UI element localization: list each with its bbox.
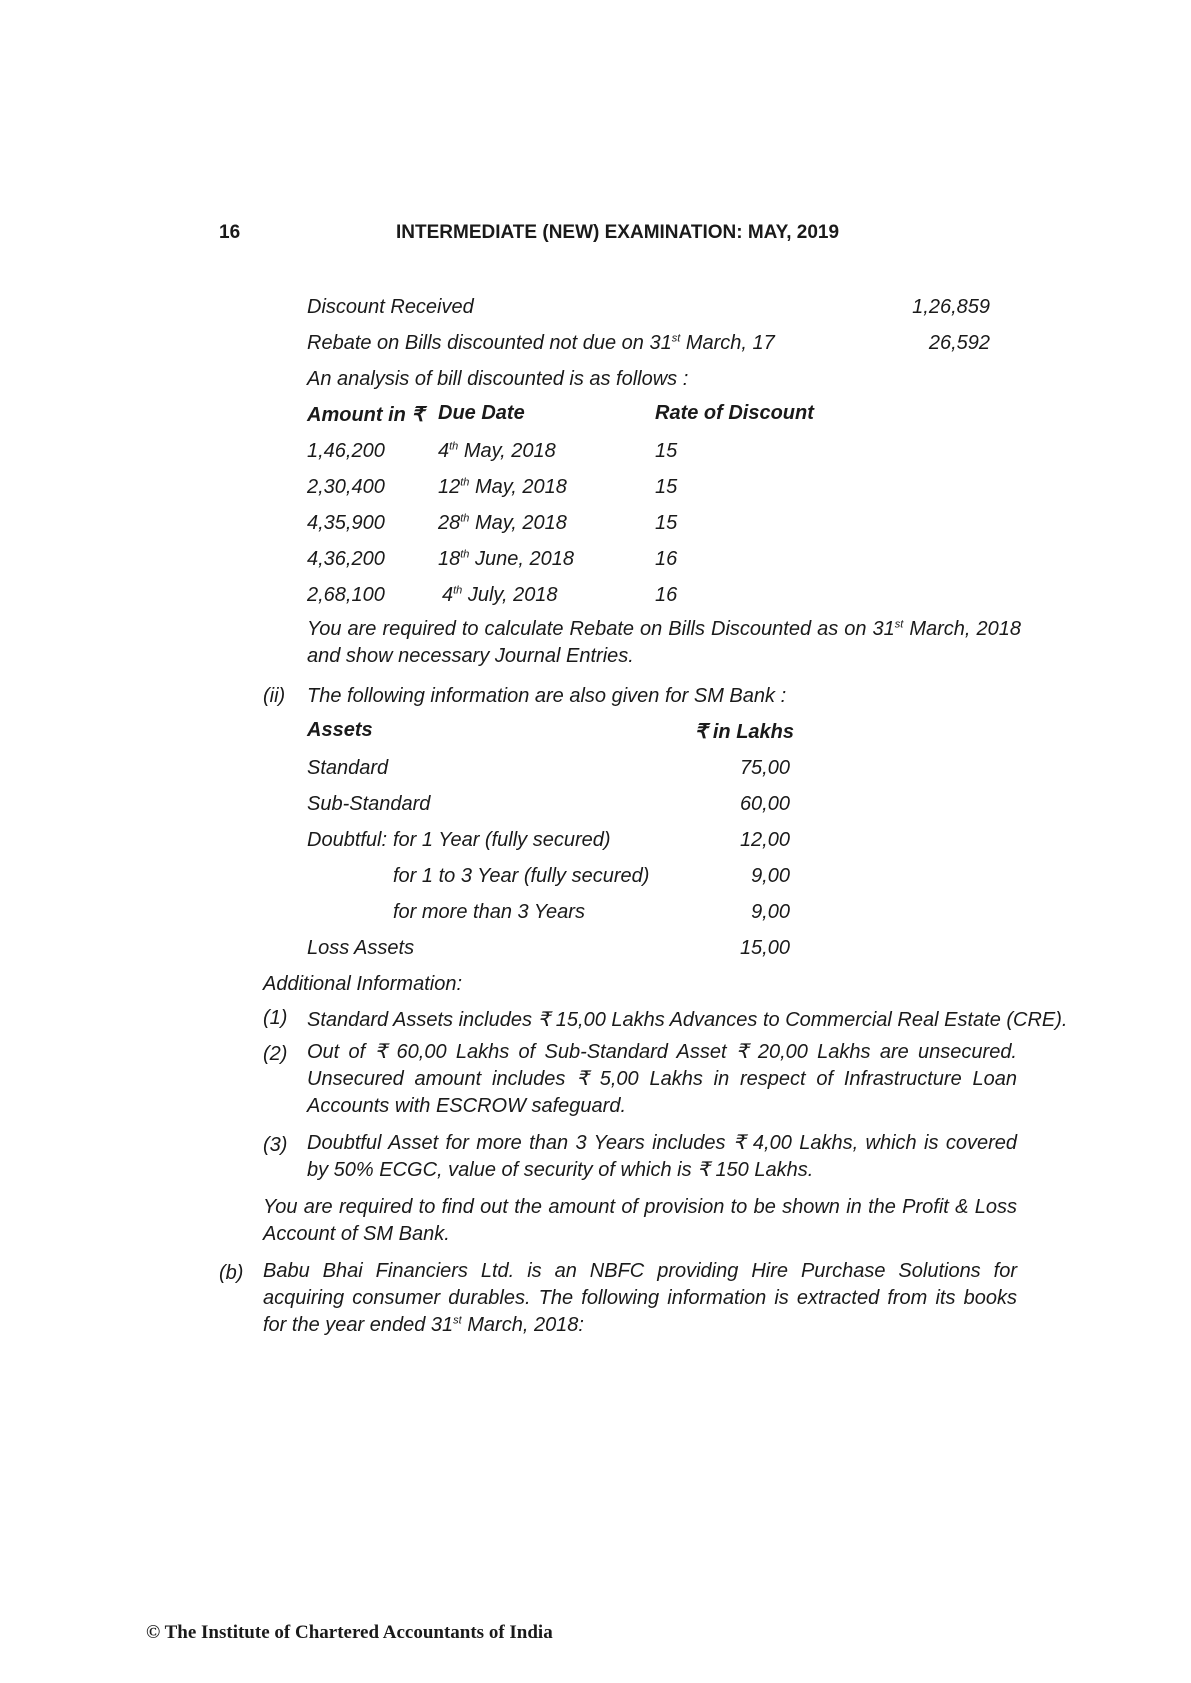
bill-rate: 15: [655, 440, 678, 462]
page-number: 16: [219, 222, 241, 243]
column-header-due-date: Due Date: [438, 402, 525, 424]
copyright-footer: © The Institute of Chartered Accountants of India: [146, 1622, 553, 1643]
bill-rate: 15: [655, 476, 678, 498]
asset-value: 75,00: [739, 757, 790, 779]
bill-due-date: 4th May, 2018: [438, 440, 556, 462]
discount-received-label: Discount Received: [307, 296, 474, 318]
column-header-rate: Rate of Discount: [655, 402, 814, 424]
asset-name: Standard: [307, 757, 389, 779]
bill-amount: 4,36,200: [307, 548, 385, 570]
note-text: Doubtful Asset for more than 3 Years includes ₹ 4,00 Lakhs, which is covered by 50% ECGC, value of security of which is ₹ 150 Lakhs.: [307, 1132, 1017, 1181]
part-ii-requirement: You are required to find out the amount of provision to be shown in the Profit & Loss Account of SM Bank.: [263, 1196, 1017, 1245]
part-ii-label: (ii): [263, 685, 286, 707]
column-header-amount: Amount in ₹: [307, 404, 425, 426]
lakhs-column-header: ₹ in Lakhs: [694, 721, 794, 743]
asset-sub-category: for more than 3 Years: [393, 901, 585, 923]
page-title: INTERMEDIATE (NEW) EXAMINATION: MAY, 2019: [396, 222, 840, 243]
bill-amount: 2,68,100: [307, 584, 385, 606]
part-i-requirement: You are required to calculate Rebate on Bills Discounted as on 31st March, 2018 and show necessary Journal Entries.: [307, 618, 1021, 667]
part-ii-intro: The following information are also given for SM Bank :: [307, 685, 787, 707]
bill-amount: 4,35,900: [307, 512, 385, 534]
asset-name: Loss Assets: [307, 937, 415, 959]
bill-amount: 2,30,400: [307, 476, 385, 498]
bill-due-date: 12th May, 2018: [438, 476, 567, 498]
bill-rate: 16: [655, 548, 678, 570]
bill-rate: 15: [655, 512, 678, 534]
bill-due-date: 28th May, 2018: [438, 512, 567, 534]
part-b-label: (b): [219, 1262, 244, 1284]
asset-value: 60,00: [739, 793, 790, 815]
asset-value: 15,00: [739, 937, 790, 959]
assets-column-header: Assets: [307, 719, 373, 741]
asset-sub-category: for 1 Year (fully secured): [393, 829, 611, 851]
analysis-intro: An analysis of bill discounted is as follows :: [307, 368, 689, 390]
additional-info-label: Additional Information:: [263, 973, 463, 995]
bill-due-date: 18th June, 2018: [438, 548, 574, 570]
bill-rate: 16: [655, 584, 678, 606]
note-number: (2): [263, 1043, 288, 1065]
asset-value: 12,00: [739, 829, 790, 851]
rebate-value: 26,592: [928, 332, 990, 354]
note-text: Standard Assets includes ₹ 15,00 Lakhs Advances to Commercial Real Estate (CRE).: [307, 1009, 1068, 1031]
asset-name: Sub-Standard: [307, 793, 431, 815]
asset-value: 9,00: [751, 865, 790, 887]
bill-due-date: 4th July, 2018: [442, 584, 558, 606]
discount-received-value: 1,26,859: [912, 296, 990, 318]
bill-amount: 1,46,200: [307, 440, 385, 462]
note-number: (1): [263, 1007, 288, 1029]
asset-value: 9,00: [751, 901, 790, 923]
asset-sub-category: for 1 to 3 Year (fully secured): [393, 865, 650, 887]
asset-name: Doubtful:: [307, 829, 388, 851]
rebate-label: Rebate on Bills discounted not due on 31st March, 17: [307, 332, 775, 354]
part-b-text: Babu Bhai Financiers Ltd. is an NBFC providing Hire Purchase Solutions for acquiring consumer durables. The following information is extracted from its books for the year ended 31st March, 2018:: [263, 1260, 1017, 1336]
note-number: (3): [263, 1134, 288, 1156]
note-text: Out of ₹ 60,00 Lakhs of Sub-Standard Asset ₹ 20,00 Lakhs are unsecured. Unsecured amount includes ₹ 5,00 Lakhs in respect of Infrastructure Loan Accounts with ESCROW safeguard.: [307, 1041, 1017, 1117]
